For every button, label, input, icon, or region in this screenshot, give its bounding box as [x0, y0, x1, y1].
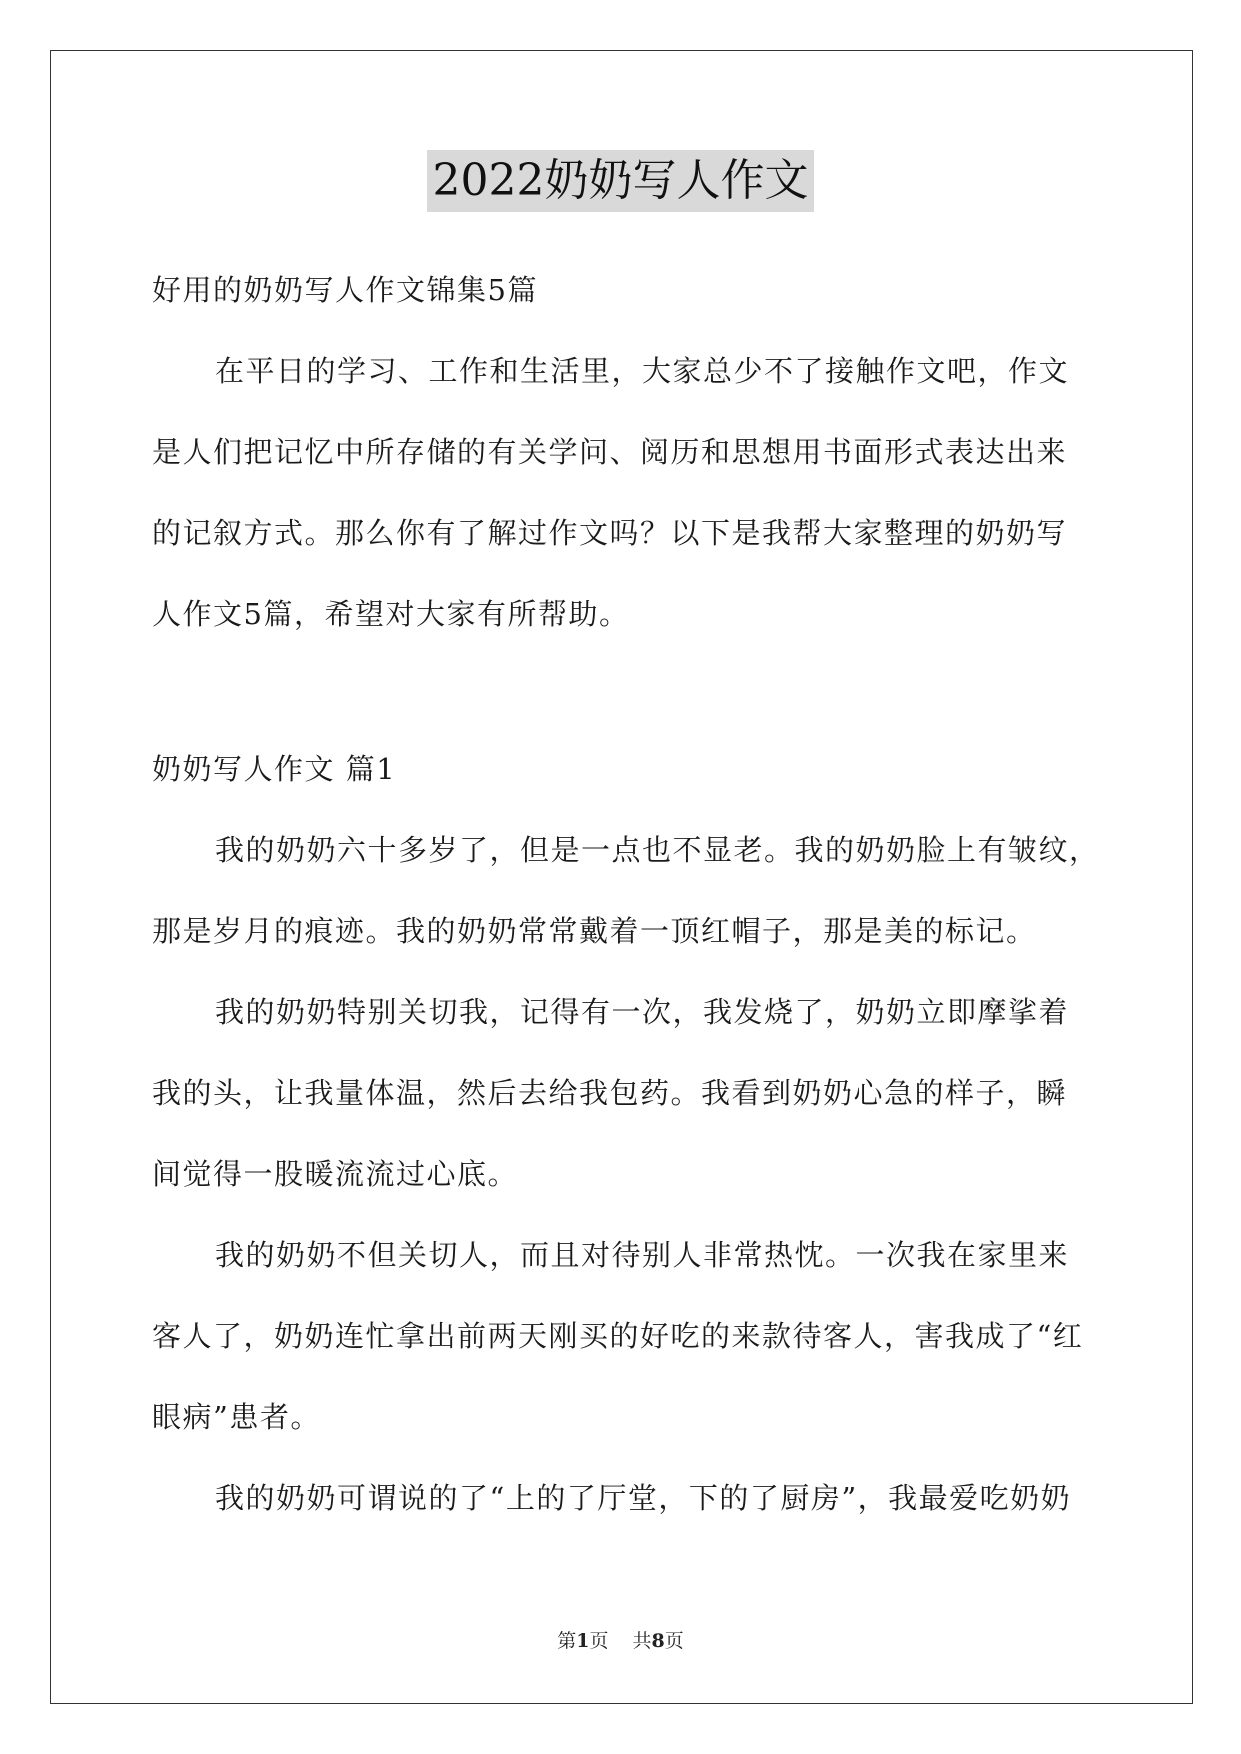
page-footer [0, 1626, 1241, 1653]
title-container [0, 150, 1241, 212]
page-number: 1 [576, 1630, 590, 1652]
paragraph-line: 我的奶奶可谓说的了“上的了厅堂，下的了厨房”，我最爱吃奶奶 [215, 1481, 1072, 1515]
paragraph-line: 我的奶奶不但关切人，而且对待别人非常热忱。一次我在家里来 [215, 1238, 1070, 1272]
intro-line: 在平日的学习、工作和生活里，大家总少不了接触作文吧，作文 [215, 354, 1070, 388]
page-suffix: 页 [589, 1630, 609, 1652]
total-prefix: 共 [632, 1630, 652, 1652]
paragraph-line: 眼病”患者。 [152, 1400, 321, 1434]
total-suffix: 页 [664, 1630, 684, 1652]
paragraph-line: 我的奶奶六十多岁了，但是一点也不显老。我的奶奶脸上有皱纹， [215, 833, 1100, 867]
paragraph-line: 我的头，让我量体温，然后去给我包药。我看到奶奶心急的样子，瞬 [152, 1076, 1068, 1110]
intro-line: 的记叙方式。那么你有了解过作文吗？以下是我帮大家整理的奶奶写 [152, 516, 1068, 550]
document-body [152, 250, 1100, 1539]
subtitle: 好用的奶奶写人作文锦集5篇 [152, 273, 538, 307]
section-heading: 奶奶写人作文 篇1 [152, 752, 397, 786]
section-spacer [152, 655, 1096, 729]
paragraph-line: 客人了，奶奶连忙拿出前两天刚买的好吃的来款待客人，害我成了“红 [152, 1319, 1084, 1353]
document-title: 2022奶奶写人作文 [427, 150, 815, 212]
intro-line: 人作文5篇，希望对大家有所帮助。 [152, 597, 630, 631]
total-pages: 8 [651, 1630, 665, 1652]
page-prefix: 第 [557, 1630, 577, 1652]
paragraph-line: 间觉得一股暖流流过心底。 [152, 1157, 519, 1191]
paragraph-line: 我的奶奶特别关切我，记得有一次，我发烧了，奶奶立即摩挲着 [215, 995, 1070, 1029]
intro-line: 是人们把记忆中所存储的有关学问、阅历和思想用书面形式表达出来 [152, 435, 1068, 469]
paragraph-line: 那是岁月的痕迹。我的奶奶常常戴着一顶红帽子，那是美的标记。 [152, 914, 1037, 948]
